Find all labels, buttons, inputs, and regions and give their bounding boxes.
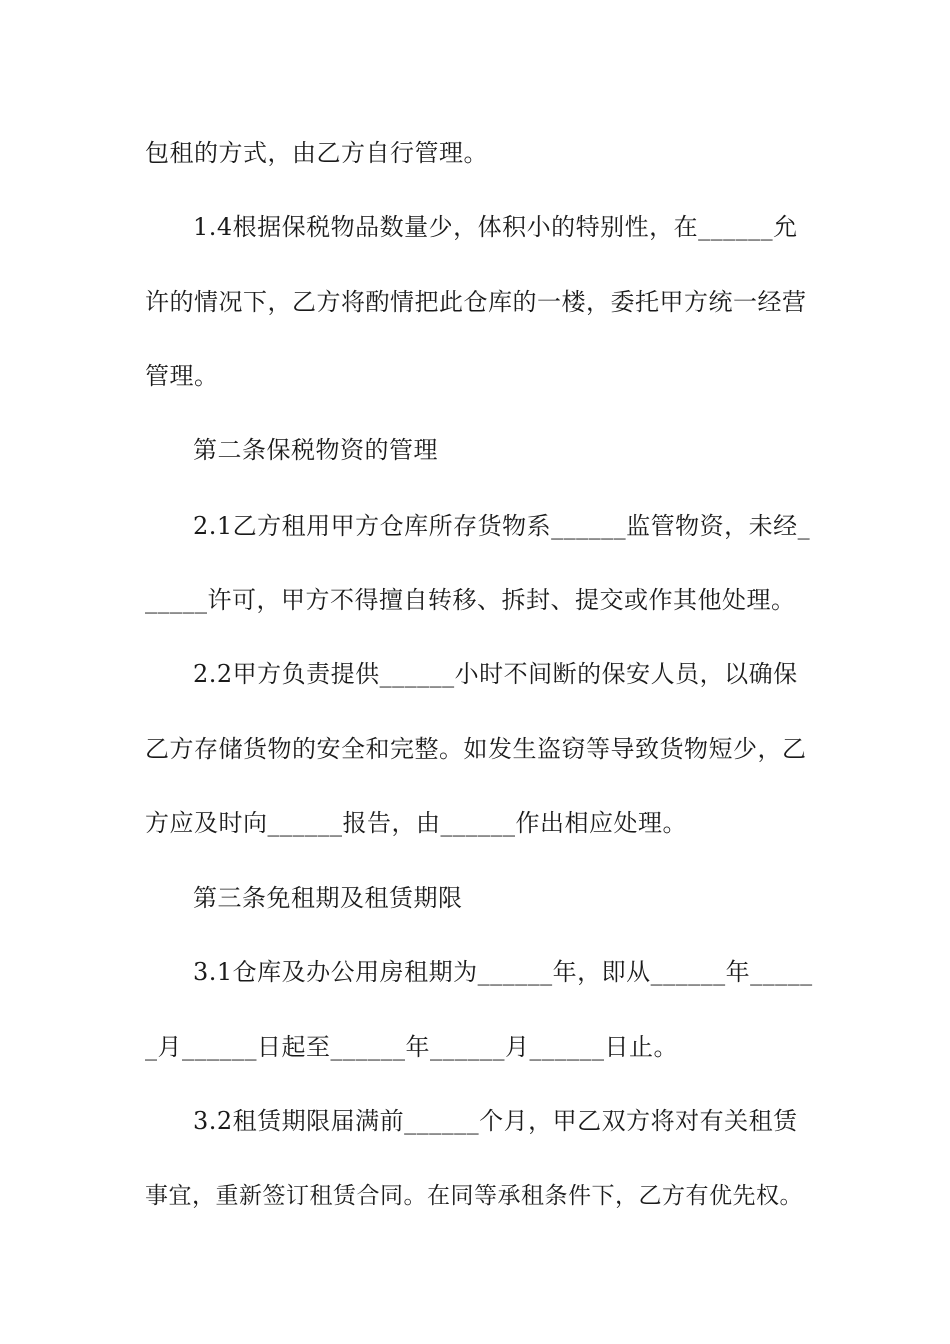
clause-3-1-line-1: 3.1仓库及办公用房租期为______年，即从______年_____ bbox=[193, 958, 813, 986]
clause-2-1-line-1: 2.1乙方租用甲方仓库所存货物系______监管物资，未经_ bbox=[193, 512, 811, 540]
clause-2-2-line-1: 2.2甲方负责提供______小时不间断的保安人员，以确保 bbox=[193, 660, 798, 688]
clause-3-1-line-2: _月______日起至______年______月______日止。 bbox=[145, 1033, 678, 1061]
clause-3-2-line-1: 3.2租赁期限届满前______个月，甲乙双方将对有关租赁 bbox=[193, 1107, 798, 1135]
clause-1-4-line-1: 1.4根据保税物品数量少，体积小的特别性，在______允 bbox=[193, 213, 798, 241]
clause-1-4-line-3: 管理。 bbox=[145, 362, 219, 390]
clause-2-1-line-2: _____许可，甲方不得擅自转移、拆封、提交或作其他处理。 bbox=[145, 586, 796, 614]
clause-1-4-line-2: 许的情况下，乙方将酌情把此仓库的一楼，委托甲方统一经营 bbox=[145, 288, 807, 316]
text-line-1: 包租的方式，由乙方自行管理。 bbox=[145, 139, 488, 167]
clause-2-2-line-2: 乙方存储货物的安全和完整。如发生盗窃等导致货物短少，乙 bbox=[145, 735, 807, 763]
article-2-heading: 第二条保税物资的管理 bbox=[193, 436, 438, 464]
clause-2-2-line-3: 方应及时向______报告，由______作出相应处理。 bbox=[145, 809, 687, 837]
clause-3-2-line-2: 事宜，重新签订租赁合同。在同等承租条件下，乙方有优先权。 bbox=[145, 1183, 803, 1209]
article-3-heading: 第三条免租期及租赁期限 bbox=[193, 884, 463, 912]
